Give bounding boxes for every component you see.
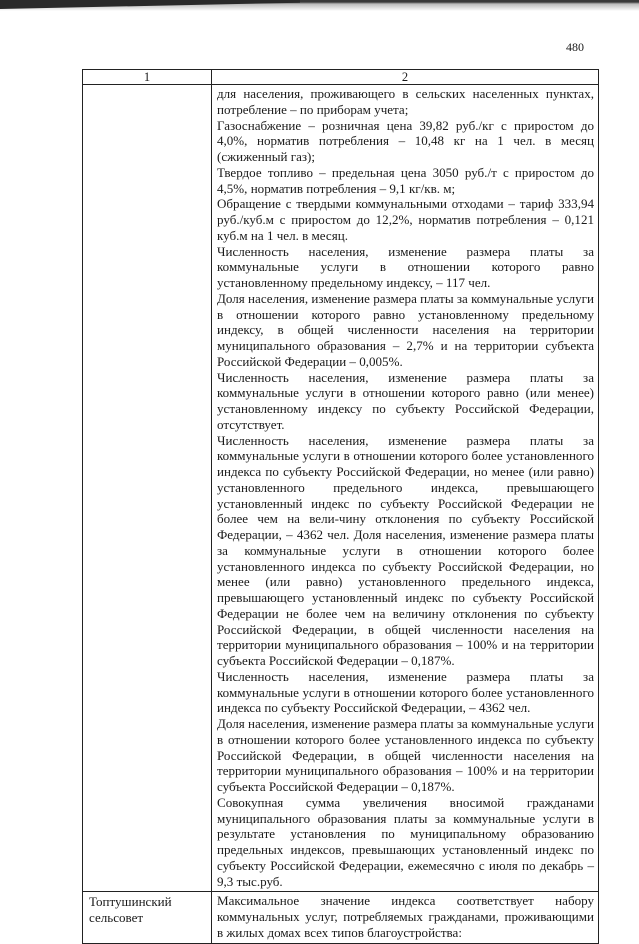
paragraph: Численность населения, изменение размера платы за коммунальные услуги в отношении которого более установленного индекса по субъекту Российской Федерации, – 4362 чел. <box>217 668 594 716</box>
paragraph: Численность населения, изменение размера платы за коммунальные услуги в отношении которого более установленного индекса по субъекту Российской Федерации, но менее (или равно) установленного предельного индекса, превышающего установленный индекс по субъекту Российской Федерации не более чем на вели-чину отклонения по субъекту Российской Федерации, – 4362 чел. Доля населения, изменение размера платы за коммунальные услуги в отношении которого более установленного индекса по субъекту Российской Федерации, но менее (или равно) установленного предельного индекса, превышающего установленный индекс по субъекту Российской Федерации не более чем на величину отклонения по субъекту Российской Федерации, в общей численности населения на территории муниципального образования – 100% и на территории субъекта Российской Федерации – 0,187%. <box>217 432 594 668</box>
row-label-cell <box>83 892 212 943</box>
row-label-cell <box>83 85 212 892</box>
row-content-cell <box>212 85 599 892</box>
column-header-2: 2 <box>212 70 599 85</box>
paragraph: Совокупная сумма увеличения вносимой гражданами муниципального образования платы за коммунальные услуги в результате установления по муниципальному образованию предельных индексов, превышающих установленный индекс по субъекту Российской Федерации, ежемесячно с июля по декабрь – 9,3 тыс.руб. <box>217 794 594 889</box>
table-header-row <box>83 70 599 85</box>
paragraph: Доля населения, изменение размера платы за коммунальные услуги в отношении которого равно установленному предельному индексу, в общей численности населения на территории муниципального образования – 2,7% и на территории субъекта Российской Федерации – 0,005%. <box>217 290 594 369</box>
paragraph: Максимальное значение индекса соответствует набору коммунальных услуг, потребляемых гражданами, проживающими в жилых домах всех типов благоустройства: <box>217 893 594 940</box>
municipality-name-line: Топтушинский <box>89 894 172 910</box>
paragraph: Численность населения, изменение размера платы за коммунальные услуги в отношении которого равно (или менее) установленному индексу по субъекту Российской Федерации, отсутствует. <box>217 369 594 432</box>
paragraph: Газоснабжение – розничная цена 39,82 руб./кг с приростом до 4,0%, норматив потребления – 10,48 кг на 1 чел. в месяц (сжиженный газ); <box>217 117 594 164</box>
paragraph: для населения, проживающего в сельских населенных пунктах, потребление – по приборам учета; <box>217 86 594 117</box>
paragraph: Численность населения, изменение размера платы за коммунальные услуги в отношении которого равно установленному предельному индексу, – 117 чел. <box>217 243 594 290</box>
scan-edge-shadow <box>0 0 639 12</box>
document-table <box>82 69 599 944</box>
row-content-cell <box>212 892 599 943</box>
paragraph: Обращение с твердыми коммунальными отходами – тариф 333,94 руб./куб.м с приростом до 12,2%, норматив потребления – 0,121 куб.м на 1 чел. в месяц. <box>217 196 594 243</box>
paragraph: Твердое топливо – предельная цена 3050 руб./т с приростом до 4,5%, норматив потребления – 9,1 кг/кв. м; <box>217 164 594 196</box>
page-number: 480 <box>566 40 584 54</box>
table-row <box>83 85 599 892</box>
table-row <box>83 892 599 943</box>
column-header-1: 1 <box>83 70 212 85</box>
municipality-name-line: сельсовет <box>89 910 144 925</box>
paragraph: Доля населения, изменение размера платы за коммунальные услуги в отношении которого более установленного индекса по субъекту Российской Федерации, в общей численности населения на территории муниципального образования – 100% и на территории субъекта Российской Федерации – 0,187%. <box>217 716 594 794</box>
